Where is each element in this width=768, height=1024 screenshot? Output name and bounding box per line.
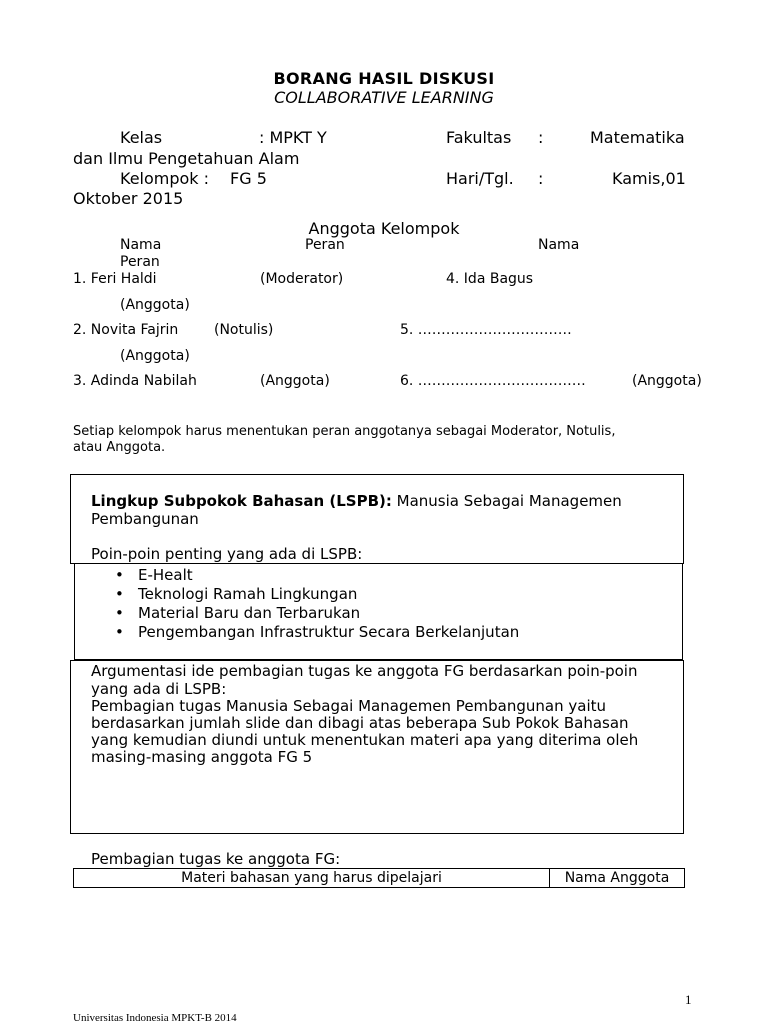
argumentasi-line-2: yang ada di LSPB: bbox=[91, 680, 227, 698]
col-peran-1: Peran bbox=[305, 237, 345, 253]
bullet-icon: • bbox=[115, 604, 124, 622]
argumentasi-line-3: Pembagian tugas Manusia Sebagai Managemen Pembangunan yaitu bbox=[91, 697, 607, 715]
lspb-title bbox=[91, 492, 622, 510]
point-text: Pengembangan Infrastruktur Secara Berkelanjutan bbox=[138, 623, 520, 641]
member-2-name: 2. Novita Fajrin bbox=[73, 322, 179, 338]
argumentasi-line-6: masing-masing anggota FG 5 bbox=[91, 748, 313, 766]
col-nama-2: Nama bbox=[538, 237, 580, 253]
instruction-line-2: atau Anggota. bbox=[73, 440, 166, 455]
member-3-role: (Anggota) bbox=[260, 373, 330, 389]
kelompok-value: FG 5 bbox=[230, 169, 267, 188]
fakultas-colon: : bbox=[538, 128, 544, 147]
member-1-role: (Moderator) bbox=[260, 271, 344, 287]
pembagian-heading: Pembagian tugas ke anggota FG: bbox=[91, 850, 341, 868]
list-item bbox=[115, 566, 519, 585]
kelompok-label: Kelompok : bbox=[120, 169, 210, 188]
instruction-line-1: Setiap kelompok harus menentukan peran anggotanya sebagai Moderator, Notulis, bbox=[73, 424, 616, 439]
argumentasi-line-4: berdasarkan jumlah slide dan dibagi atas beberapa Sub Pokok Bahasan bbox=[91, 714, 629, 732]
kelas-value: : MPKT Y bbox=[259, 128, 327, 147]
argumentasi-line-5: yang kemudian diundi untuk menentukan materi apa yang diterima oleh bbox=[91, 731, 639, 749]
form-title: BORANG HASIL DISKUSI bbox=[273, 69, 495, 88]
lspb-points-heading: Poin-poin penting yang ada di LSPB: bbox=[91, 545, 363, 563]
col-nama-header: Nama Anggota bbox=[550, 869, 685, 888]
member-2-role: (Notulis) bbox=[214, 322, 274, 338]
fakultas-value-cont: dan Ilmu Pengetahuan Alam bbox=[73, 149, 300, 168]
footer-institution: Universitas Indonesia MPKT-B 2014 bbox=[73, 1012, 237, 1024]
lspb-label: Lingkup Subpokok Bahasan (LSPB): bbox=[91, 492, 392, 510]
fakultas-label: Fakultas bbox=[446, 128, 512, 147]
col-materi-header: Materi bahasan yang harus dipelajari bbox=[74, 869, 550, 888]
bullet-icon: • bbox=[115, 623, 124, 641]
point-text: E-Healt bbox=[138, 566, 193, 584]
member-5-role: (Anggota) bbox=[120, 348, 190, 364]
member-6-role: (Anggota) bbox=[632, 373, 702, 389]
anggota-heading: Anggota Kelompok bbox=[308, 219, 460, 238]
haritgl-colon: : bbox=[538, 169, 544, 188]
lspb-value: Manusia Sebagai Managemen bbox=[391, 492, 622, 510]
lspb-value-cont: Pembangunan bbox=[91, 510, 199, 528]
points-list-wrap bbox=[115, 566, 520, 642]
argumentasi-line-1: Argumentasi ide pembagian tugas ke anggota FG berdasarkan poin-poin bbox=[91, 662, 638, 680]
member-1-name: 1. Feri Haldi bbox=[73, 271, 157, 287]
member-3-name: 3. Adinda Nabilah bbox=[73, 373, 197, 389]
member-6-name: 6. ……………………………… bbox=[400, 373, 586, 389]
kelas-label: Kelas bbox=[120, 128, 163, 147]
haritgl-value-cont: Oktober 2015 bbox=[73, 189, 184, 208]
member-4-name: 4. Ida Bagus bbox=[446, 271, 534, 287]
list-item bbox=[115, 585, 519, 604]
form-subtitle: COLLABORATIVE LEARNING bbox=[274, 88, 494, 107]
member-5-name: 5. …………………………… bbox=[400, 322, 572, 338]
point-text: Teknologi Ramah Lingkungan bbox=[138, 585, 358, 603]
list-item bbox=[115, 604, 519, 623]
table-row bbox=[74, 869, 685, 888]
points-list bbox=[115, 566, 520, 642]
haritgl-value: Kamis,01 bbox=[612, 169, 686, 188]
bullet-icon: • bbox=[115, 585, 124, 603]
point-text: Material Baru dan Terbarukan bbox=[138, 604, 361, 622]
col-peran-2: Peran bbox=[120, 254, 160, 270]
col-nama-1: Nama bbox=[120, 237, 162, 253]
fakultas-value: Matematika bbox=[590, 128, 685, 147]
haritgl-label: Hari/Tgl. bbox=[446, 169, 514, 188]
member-4-role: (Anggota) bbox=[120, 297, 190, 313]
pembagian-table bbox=[73, 868, 685, 888]
bullet-icon: • bbox=[115, 566, 124, 584]
list-item bbox=[115, 623, 520, 642]
page-number: 1 bbox=[685, 992, 692, 1007]
